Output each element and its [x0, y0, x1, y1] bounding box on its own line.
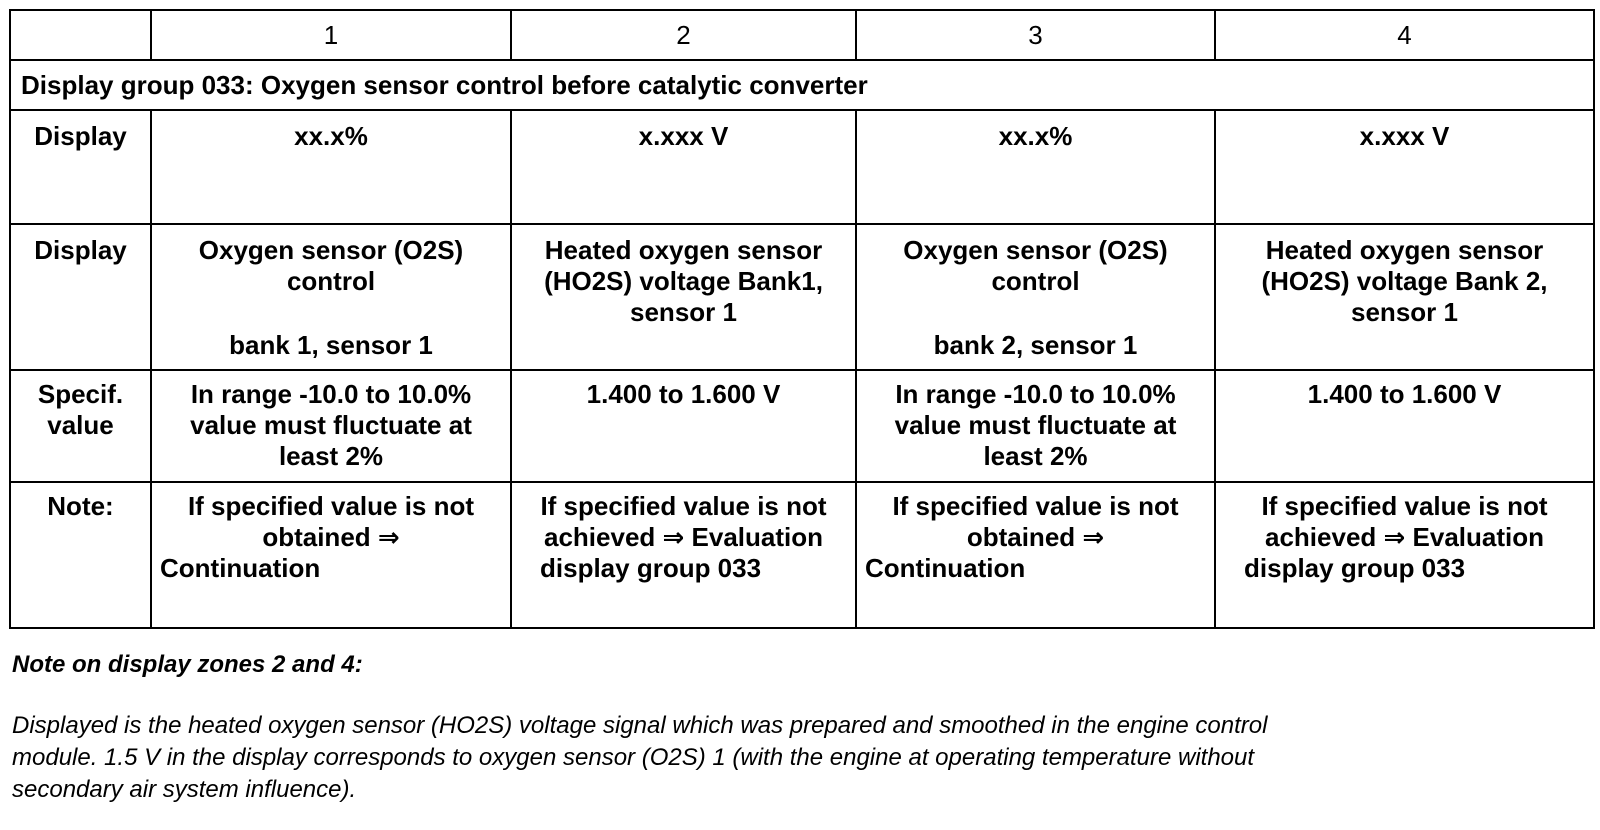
table-cell [151, 370, 511, 482]
cell-line: 1.400 to 1.600 V [1307, 379, 1502, 409]
table-cell [151, 482, 511, 628]
header-cell-2: 2 [511, 10, 856, 60]
cell-line: obtained ⇒ [966, 522, 1105, 552]
cell-line: Heated oxygen sensor [1265, 235, 1544, 265]
cell-line: achieved ⇒ Evaluation [544, 522, 823, 552]
cell-line: If specified value is not [892, 491, 1179, 521]
cell-line: xx.x% [998, 121, 1073, 151]
cell-line: If specified value is not [1261, 491, 1548, 521]
table-cell [151, 224, 511, 370]
cell-line: xx.x% [294, 121, 368, 151]
row-label-line: Specif. [37, 379, 124, 409]
group-title: Display group 033: Oxygen sensor control before catalytic converter [10, 60, 1594, 110]
cell-line: In range -10.0 to 10.0% [895, 379, 1176, 409]
cell-line: 1.400 to 1.600 V [586, 379, 781, 409]
table-cell [1215, 482, 1594, 628]
header-cell-empty [10, 10, 151, 60]
cell-line: Heated oxygen sensor [544, 235, 823, 265]
note-heading: Note on display zones 2 and 4: [12, 651, 363, 678]
cell-line: obtained ⇒ [262, 522, 400, 552]
cell-line: (HO2S) voltage Bank 2, [1261, 266, 1548, 296]
group-title-row [10, 60, 1594, 110]
cell-line: Oxygen sensor (O2S) [198, 235, 464, 265]
cell-line: In range -10.0 to 10.0% [190, 379, 472, 409]
table-cell [511, 370, 856, 482]
header-cell-3: 3 [856, 10, 1215, 60]
cell-line: (HO2S) voltage Bank1, [544, 266, 823, 296]
row-label-line: value [47, 410, 114, 440]
cell-line: x.xxx V [638, 121, 729, 151]
table-cell [856, 224, 1215, 370]
table-cell [511, 110, 856, 224]
cell-line: sensor 1 [1351, 297, 1458, 327]
notes-section [12, 650, 1582, 806]
header-cell-1: 1 [151, 10, 511, 60]
table-cell [856, 482, 1215, 628]
cell-line: If specified value is not [187, 491, 475, 521]
table-row [10, 110, 1594, 224]
table-cell [511, 224, 856, 370]
cell-line: bank 2, sensor 1 [933, 330, 1138, 360]
table-cell [856, 110, 1215, 224]
table-row [10, 224, 1594, 370]
cell-line: sensor 1 [630, 297, 737, 327]
table-cell [511, 482, 856, 628]
display-group-table [9, 9, 1595, 629]
table-cell [1215, 224, 1594, 370]
cell-line: Continuation [160, 553, 321, 583]
row-label-display: Display [10, 224, 151, 370]
header-row [10, 10, 1594, 60]
cell-line: Oxygen sensor (O2S) [903, 235, 1168, 265]
note-line: module. 1.5 V in the display corresponds to oxygen sensor (O2S) 1 (with the engine at operating temperature without [12, 744, 1255, 771]
cell-line: least 2% [278, 441, 384, 471]
table-row [10, 370, 1594, 482]
cell-line: x.xxx V [1359, 121, 1450, 151]
row-label-note: Note: [10, 482, 151, 628]
row-label-specif-value [10, 370, 151, 482]
cell-line: control [991, 266, 1080, 296]
cell-line: bank 1, sensor 1 [229, 330, 433, 360]
table-cell [856, 370, 1215, 482]
cell-line: If specified value is not [540, 491, 827, 521]
note-line: secondary air system influence). [12, 776, 357, 803]
row-label-display: Display [10, 110, 151, 224]
note-line: Displayed is the heated oxygen sensor (HO2S) voltage signal which was prepared and smoothed in the engine control [12, 712, 1268, 739]
cell-line: value must fluctuate at [894, 410, 1177, 440]
table-row [10, 482, 1594, 628]
note-paragraph [12, 710, 1582, 806]
cell-line: Continuation [865, 553, 1026, 583]
table-cell [1215, 370, 1594, 482]
cell-line: achieved ⇒ Evaluation [1265, 522, 1544, 552]
cell-line: display group 033 [1244, 553, 1466, 583]
cell-line: least 2% [983, 441, 1088, 471]
table-cell [151, 110, 511, 224]
table-cell [1215, 110, 1594, 224]
cell-line: value must fluctuate at [190, 410, 472, 440]
cell-line: display group 033 [540, 553, 762, 583]
cell-line: control [286, 266, 376, 296]
header-cell-4: 4 [1215, 10, 1594, 60]
